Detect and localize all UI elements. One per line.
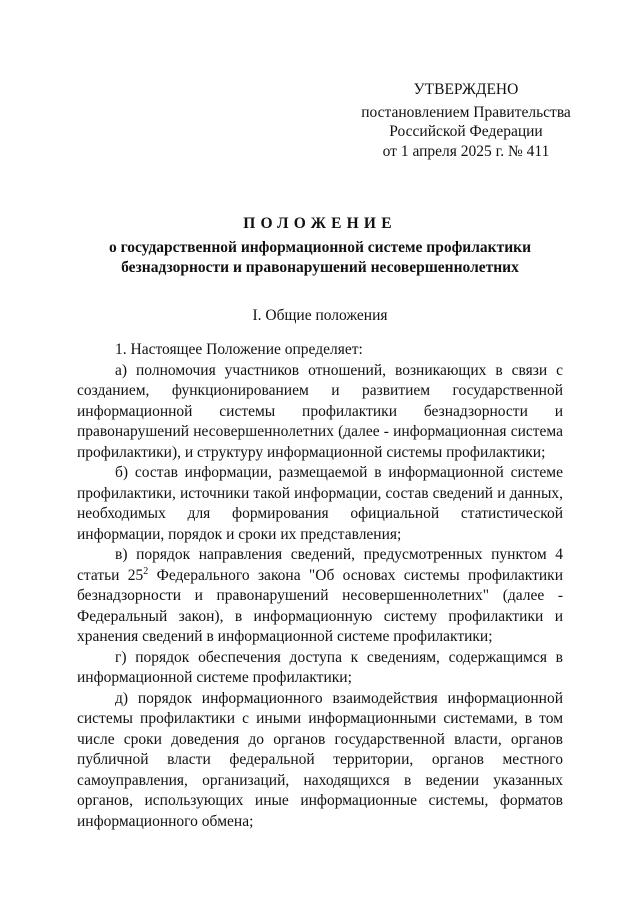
section-heading: I. Общие положения: [252, 307, 388, 324]
subtitle-line-1: о государственной информационной системе профилактики: [108, 239, 532, 256]
approval-head: УТВЕРЖДЕНО: [413, 81, 519, 98]
subtitle-line-2: безнадзорности и правонарушений несовершеннолетних: [121, 258, 519, 276]
item-a: а) полномочия участников отношений, возникающих в связи с созданием, функционированием и развитием государственной информационной системы профилактики безнадзорности и правонарушений несовершеннолетних (далее - информационная система профилактики), и структуру информационной системы профилактики;: [77, 361, 563, 461]
approval-line-2: Российской Федерации: [389, 123, 543, 140]
approval-line-1: постановлением Правительства: [361, 103, 571, 121]
item-d: д) порядок информационного взаимодействия информационной системы профилактики с иными информационными системами, в том числе сроки доведения до органов государственной власти, органов публичной власти федеральной территории, органов местного самоуправления, организаций, находящихся в ведении указанных органов, использующих иные информационные системы, форматов информационного обмена;: [77, 689, 563, 830]
item-g: г) порядок обеспечения доступа к сведениям, содержащимся в информационной системе профилактики;: [77, 648, 563, 686]
item-v: [77, 545, 563, 648]
item-v-part-1: в) порядок направления сведений, предусмотренных пунктом 4 статьи 25: [77, 546, 563, 584]
item-v-superscript: 2: [143, 565, 149, 577]
document-subtitle: [60, 238, 580, 277]
document-body: [77, 340, 563, 832]
document-title: ПОЛОЖЕНИЕ: [243, 215, 397, 232]
item-b: б) состав информации, размещаемой в информационной системе профилактики, источники такой информации, состав сведений и данных, необходимых для формирования официальной статистической информации, порядок и сроки их представления;: [77, 464, 563, 543]
approval-line-3: от 1 апреля 2025 г. № 411: [382, 142, 550, 160]
paragraph-1: 1. Настоящее Положение определяет:: [115, 341, 363, 358]
item-v-part-2: Федерального закона "Об основах системы профилактики безнадзорности и правонарушений несовершеннолетних" (далее - Федеральный закон), в информационную систему профилактики и хранения сведений в информационной системе профилактики;: [77, 566, 563, 645]
approval-stamp: [340, 80, 592, 161]
